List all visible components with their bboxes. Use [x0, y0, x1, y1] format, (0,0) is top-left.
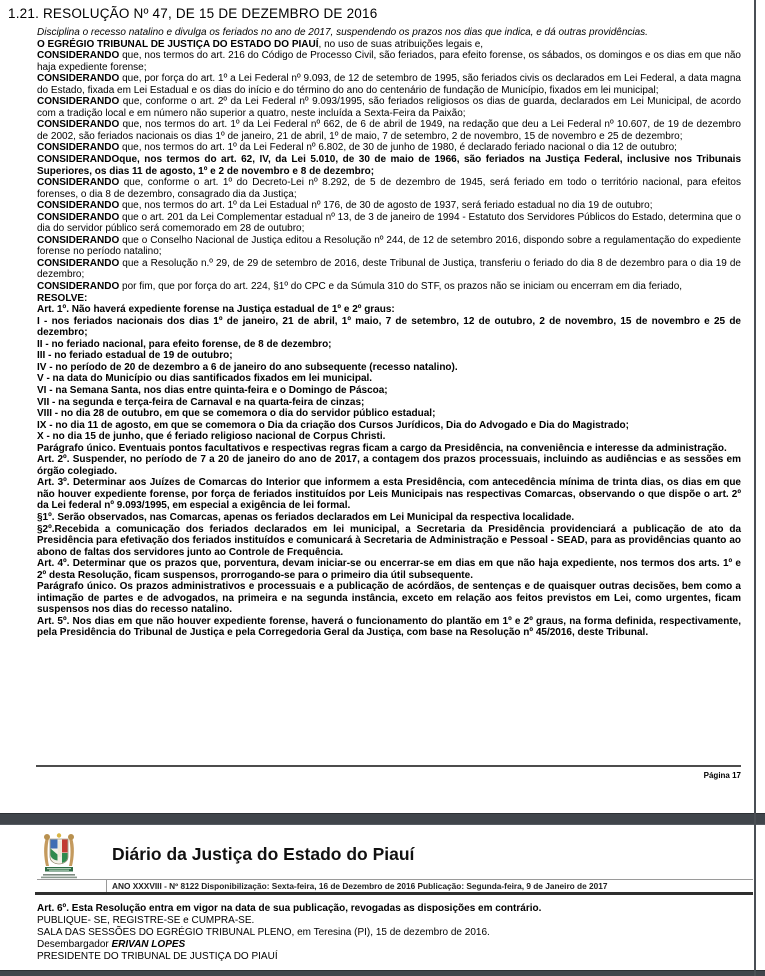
paragraph — [37, 512, 741, 524]
text-segment: Art. 6º. Esta Resolução entra em vigor na data de sua publicação, revogadas as disposições em contrário. — [37, 903, 542, 914]
text-segment: X - no dia 15 de junho, que é feriado religioso nacional de Corpus Christi. — [37, 431, 386, 443]
text-segment: SALA DAS SESSÕES DO EGRÉGIO TRIBUNAL PLENO, em Teresina (PI), 15 de dezembro de 2016. — [37, 927, 490, 938]
text-segment: Parágrafo único. Eventuais pontos facultativos e respectivas regras ficam a cargo da Presidência, na conveniência e interesse da administração. — [37, 442, 727, 454]
page-2 — [0, 825, 756, 970]
paragraph — [37, 927, 749, 939]
paragraph — [37, 558, 741, 581]
text-segment: RESOLVE: — [37, 292, 88, 304]
paragraph — [37, 915, 749, 927]
paragraph — [37, 154, 741, 177]
text-segment: por fim, que por força do art. 224, §1º do CPC e da Súmula 310 do STF, os prazos não se iniciam ou encerram em dia feriado, — [119, 281, 683, 293]
text-segment: Art. 5º. Nos dias em que não houver expediente forense, haverá o funcionamento do plantão em 1º e 2º graus, na forma definida, respectivamente, pela Presidência do Tribunal de Justiça e pela Corregedoria Geral da Justiça, com base na Resolução nº 45/2016, deste Tribunal. — [37, 615, 741, 639]
paragraph — [37, 281, 741, 293]
text-segment: Art. 3º. Determinar aos Juízes de Comarcas do Interior que informem a esta Presidência, com antecedência mínima de trinta dias, os dias em que não houver expediente forense, por força de feriados instituídos por Leis Municipais nas respectivas Comarcas, observando o que dispõe o art. 2º da Lei federal nº 9.093/1995, em especial a exigência de lei formal. — [37, 477, 741, 512]
paragraph — [37, 408, 741, 420]
text-segment: III - no feriado estadual de 19 de outubro; — [37, 350, 233, 362]
text-segment: CONSIDERANDO — [37, 96, 120, 108]
header-thin-rule — [37, 879, 753, 880]
text-segment: que, conforme o art. 1º do Decreto-Lei nº 8.292, de 5 de dezembro de 1945, será feriado em todo o território nacional, para efeitos forenses, o dia 8 de dezembro, consagrado dia da Justiça; — [37, 177, 741, 200]
paragraph — [37, 142, 741, 154]
paragraph — [37, 939, 749, 951]
paragraph — [37, 397, 741, 409]
journal-title: Diário da Justiça do Estado do Piauí — [112, 844, 415, 864]
paragraph — [37, 73, 741, 96]
text-segment: ERIVAN LOPES — [111, 939, 186, 950]
text-segment: que, conforme o art. 2º da Lei Federal nº 9.093/1995, são feriados religiosos os dias de guarda, declarados em Lei Municipal, de acordo com a tradição local e em número não superior a quatro, neste incluída a Sexta-Feira da Paixão; — [37, 96, 741, 119]
page-right-edge — [754, 0, 756, 976]
paragraph — [37, 616, 741, 639]
paragraph — [37, 212, 741, 235]
paragraph — [37, 200, 741, 212]
paragraph — [37, 39, 741, 51]
paragraph — [37, 350, 741, 362]
bottom-page-gap — [0, 970, 765, 976]
text-segment: Art. 4º. Determinar que os prazos que, porventura, devam iniciar-se ou encerrar-se em dias em que não haja expediente, nos termos dos arts. 1º e 2º desta Resolução, ficam suspensos, prorrogando-se para o primeiro dia útil subsequente. — [37, 558, 741, 581]
resolution-body — [37, 27, 741, 639]
paragraph — [37, 339, 741, 351]
text-segment: Desembargador — [37, 939, 112, 950]
paragraph — [37, 454, 741, 477]
paragraph — [37, 316, 741, 339]
text-segment: que o Conselho Nacional de Justiça editou a Resolução nº 244, de 12 de setembro 2016, dispondo sobre a regulamentação do expediente forense no período natalino; — [37, 234, 741, 258]
text-segment: IX - no dia 11 de agosto, em que se comemora o Dia da criação dos Cursos Jurídicos, Dia do Advogado e Dia do Magistrado; — [37, 419, 629, 431]
text-segment: PRESIDENTE DO TRIBUNAL DE JUSTIÇA DO PIAUÍ — [37, 951, 278, 962]
text-segment: , no uso de suas atribuições legais e, — [318, 38, 484, 50]
paragraph — [37, 385, 741, 397]
text-segment: CONSIDERANDO — [37, 234, 120, 246]
paragraph — [37, 581, 741, 616]
paragraph — [37, 431, 741, 443]
paragraph — [37, 258, 741, 281]
text-segment: §2º.Recebida a comunicação dos feriados declarados em lei municipal, a Secretaria da Presidência providenciará a publicação de ato da Presidência para efetivação dos feriados instituídos e comunicará à Secretaria de Administração e Pessoal - SEAD, para as providências quanto ao abono de faltas dos servidores junto ao Controle de Frequência. — [37, 523, 741, 558]
coat-of-arms-icon — [40, 832, 78, 880]
text-segment: VIII - no dia 28 de outubro, em que se comemora o dia do servidor público estadual; — [37, 408, 436, 420]
text-segment: que, nos termos do art. 216 do Código de Processo Civil, são feriados, para efeito forense, os sábados, os domingos e os dias em que não haja expediente forense; — [37, 50, 741, 73]
text-segment: Parágrafo único. Os prazos administrativos e processuais e a publicação de acórdãos, de sentenças e de quaisquer outras decisões, bem como a intimação de partes e de advogados, na primeira e na segunda instância, exceto em relação aos feitos previstos em Lei, como urgentes, ficam suspensos nos dias do recesso natalino. — [37, 581, 741, 616]
paragraph — [37, 420, 741, 432]
text-segment: CONSIDERANDO — [37, 50, 120, 62]
paragraph — [37, 373, 741, 385]
text-segment: PUBLIQUE- SE, REGISTRE-SE e CUMPRA-SE. — [37, 915, 255, 926]
text-segment: CONSIDERANDO — [37, 281, 120, 293]
text-segment: que, por força do art. 1º a Lei Federal nº 9.093, de 12 de setembro de 1995, são feriados civis os declarados em Lei Federal, a data magna do Estado, fixada em Lei Estadual e os dias do início e do término do ano do centenário de fundação de Município, fixados em lei municipal; — [37, 73, 741, 96]
resolution-title: 1.21. RESOLUÇÃO Nº 47, DE 15 DE DEZEMBRO DE 2016 — [8, 6, 378, 21]
text-segment: CONSIDERANDO — [37, 142, 120, 154]
paragraph — [37, 119, 741, 142]
paragraph — [37, 477, 741, 512]
paragraph — [37, 235, 741, 258]
text-segment: Art. 2º. Suspender, no período de 7 a 20 de janeiro do ano de 2017, a contagem dos prazos processuais, incluindo as audiências e as sessões em órgão colegiado. — [37, 454, 741, 477]
header-vertical-divider — [106, 879, 107, 892]
signature-block — [37, 903, 749, 963]
text-segment: CONSIDERANDO — [37, 257, 120, 269]
text-segment: que a Resolução n.º 29, de 29 de setembro de 2016, deste Tribunal de Justiça, transferiu o feriado do dia 8 de dezembro para o dia 19 de dezembro; — [37, 257, 741, 281]
paragraph — [37, 443, 741, 455]
text-segment: que o art. 201 da Lei Complementar estadual nº 13, de 3 de janeiro de 1994 - Estatuto dos Servidores Públicos do Estado, determina que o dia do servidor público será comemorado em 28 de outubro; — [37, 211, 741, 235]
footer-divider — [36, 765, 741, 767]
text-segment: Disciplina o recesso natalino e divulga os feriados no ano de 2017, suspendendo os prazos nos dias que indica, e dá outras providências. — [37, 27, 648, 38]
text-segment: CONSIDERANDO — [37, 177, 120, 189]
paragraph — [37, 304, 741, 316]
text-segment: O EGRÉGIO TRIBUNAL DE JUSTIÇA DO ESTADO DO PIAUÍ — [37, 38, 319, 50]
paragraph — [37, 524, 741, 559]
paragraph — [37, 27, 741, 39]
text-segment: VII - na segunda e terça-feira de Carnaval e na quarta-feira de cinzas; — [37, 396, 365, 408]
edition-info: ANO XXXVIII - Nº 8122 Disponibilização: Sexta-feira, 16 de Dezembro de 2016 Publicação: Segunda-feira, 9 de Janeiro de 2017 — [112, 881, 608, 891]
paragraph — [37, 293, 741, 305]
text-segment: CONSIDERANDO — [37, 73, 120, 85]
paragraph — [37, 177, 741, 200]
text-segment: CONSIDERANDO — [37, 211, 120, 223]
paragraph — [37, 903, 749, 915]
piaui-coat-of-arms-logo — [40, 832, 78, 880]
text-segment: CONSIDERANDO — [37, 119, 120, 131]
text-segment: VI - na Semana Santa, nos dias entre quinta-feira e o Domingo de Páscoa; — [37, 384, 388, 396]
text-segment: CONSIDERANDO — [37, 200, 120, 212]
text-segment: II - no feriado nacional, para efeito forense, de 8 de dezembro; — [37, 338, 332, 350]
text-segment: que, nos termos do art. 1º da Lei Federal nº 6.802, de 30 de junho de 1980, é declarado feriado nacional o dia 12 de outubro; — [119, 142, 677, 154]
paragraph — [37, 96, 741, 119]
text-segment: I - nos feriados nacionais dos dias 1º de janeiro, 21 de abril, 1º maio, 7 de setembro, 12 de outubro, 2 de novembro, 15 de novembro e 25 de dezembro; — [37, 315, 741, 339]
text-segment: V - na data do Município ou dias santificados fixados em lei municipal. — [37, 373, 373, 385]
paragraph — [37, 50, 741, 73]
text-segment: IV - no período de 20 de dezembro a 6 de janeiro do ano subsequente (recesso natalino). — [37, 361, 458, 373]
text-segment: CONSIDERANDOque, nos termos do art. 62, IV, da Lei 5.010, de 30 de maio de 1966, são feriados na Justiça Federal, inclusive nos Tribunais Superiores, os dias 11 de agosto, 1º e 2 de novembro e 8 de dezembro; — [37, 154, 741, 177]
text-segment: que, nos termos do art. 1º da Lei Federal nº 662, de 6 de abril de 1949, na redação que deu a Lei Federal nº 10.607, de 19 de dezembro de 2002, são feriados nacionais os dias 1º de janeiro, 21 de abril, 1º de maio, 7 de setembro, 2 de novembro, 15 de novembro e 25 de dezembro; — [37, 119, 741, 142]
text-segment: que, nos termos do art. 1º da Lei Estadual nº 176, de 30 de agosto de 1937, será feriado estadual no dia 19 de outubro; — [119, 200, 653, 212]
text-segment: §1º. Serão observados, nas Comarcas, apenas os feriados declarados em Lei Municipal da respectiva localidade. — [37, 511, 575, 523]
page-gap — [0, 813, 765, 825]
text-segment: Art. 1º. Não haverá expediente forense na Justiça estadual de 1º e 2º graus: — [37, 304, 395, 316]
page-number: Página 17 — [703, 771, 741, 780]
paragraph — [37, 951, 749, 963]
paragraph — [37, 362, 741, 374]
header-rule — [35, 892, 753, 895]
